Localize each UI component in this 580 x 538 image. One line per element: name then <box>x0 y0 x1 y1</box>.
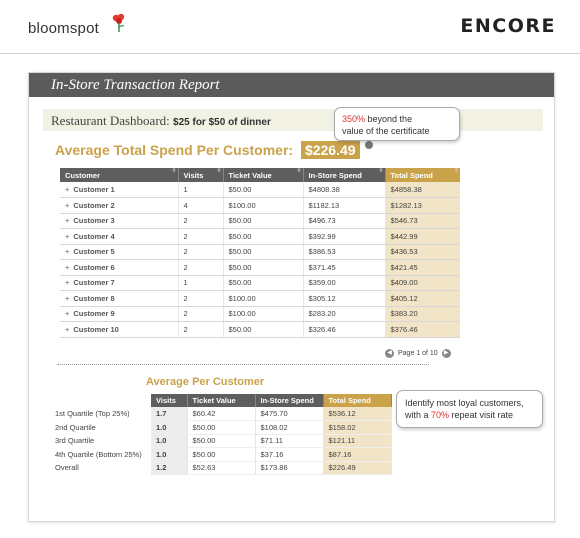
dashboard-bar <box>43 109 543 131</box>
customer-name: Customer 4 <box>73 231 115 241</box>
customer-name-cell <box>60 306 178 322</box>
average-table <box>51 394 392 475</box>
col-ticket-value[interactable]: Ticket Value ◊ <box>223 168 303 182</box>
table-cell: 2 <box>178 260 223 276</box>
table-row <box>51 461 391 475</box>
col-customer[interactable]: Customer ◊ <box>60 168 178 182</box>
table-cell: 1.7 <box>151 407 187 421</box>
col-blank <box>51 394 151 407</box>
expand-icon[interactable]: + <box>65 293 70 303</box>
table-cell: $436.53 <box>385 244 460 260</box>
table-row <box>51 407 391 421</box>
callout-bottom-suffix: repeat visit rate <box>449 410 514 420</box>
table-cell: 1 <box>178 182 223 198</box>
encore-logo[interactable]: ENCORE <box>460 15 556 37</box>
col-total-spend[interactable]: Total Spend ◊ <box>385 168 460 182</box>
expand-icon[interactable]: + <box>65 200 70 210</box>
table-cell: $50.00 <box>223 229 303 245</box>
table-row[interactable] <box>60 198 460 214</box>
table-cell: $100.00 <box>223 198 303 214</box>
customer-name-cell <box>60 213 178 229</box>
customer-name-cell <box>60 275 178 291</box>
page-indicator: Page 1 of 10 <box>398 350 438 357</box>
table-cell: $421.45 <box>385 260 460 276</box>
table-cell: $50.00 <box>187 421 255 435</box>
customer-name: Customer 3 <box>73 216 115 226</box>
col-avg-in-store-spend: In-Store Spend <box>255 394 323 407</box>
table-cell: $4858.38 <box>385 182 460 198</box>
table-cell: 2 <box>178 291 223 307</box>
table-cell: $305.12 <box>303 291 385 307</box>
table-cell: $496.73 <box>303 213 385 229</box>
table-cell: $100.00 <box>223 306 303 322</box>
average-per-customer-title: Average Per Customer <box>146 376 265 388</box>
customer-name-cell <box>60 291 178 307</box>
expand-icon[interactable]: + <box>65 231 70 241</box>
customer-name: Customer 8 <box>73 293 115 303</box>
table-cell: 1.0 <box>151 448 187 462</box>
table-cell: $442.99 <box>385 229 460 245</box>
customer-name-cell <box>60 244 178 260</box>
customer-name-cell <box>60 182 178 198</box>
table-cell: $475.70 <box>255 407 323 421</box>
table-cell: $359.00 <box>303 275 385 291</box>
table-cell: $409.00 <box>385 275 460 291</box>
divider <box>57 364 429 365</box>
table-cell: $50.00 <box>187 448 255 462</box>
table-cell: $37.16 <box>255 448 323 462</box>
table-cell: $50.00 <box>223 213 303 229</box>
col-avg-total-spend: Total Spend <box>323 394 391 407</box>
table-cell: $4808.38 <box>303 182 385 198</box>
help-icon[interactable] <box>365 141 373 149</box>
table-cell: $158.02 <box>323 421 391 435</box>
prev-page-button[interactable]: ◀ <box>385 349 394 358</box>
table-cell: $392.99 <box>303 229 385 245</box>
table-cell: 2 <box>178 322 223 338</box>
sort-icon[interactable]: ◊ <box>379 168 383 174</box>
table-cell: 2 <box>178 244 223 260</box>
table-cell: 1.0 <box>151 434 187 448</box>
table-cell: $71.11 <box>255 434 323 448</box>
expand-icon[interactable]: + <box>65 309 70 319</box>
bloomspot-logo-text: bloomspot <box>28 20 100 37</box>
customer-name: Customer 10 <box>73 324 119 334</box>
callout-top <box>334 107 460 141</box>
row-label: 2nd Quartile <box>55 422 96 432</box>
table-cell: $60.42 <box>187 407 255 421</box>
table-cell: $52.63 <box>187 461 255 475</box>
callout-top-highlight: 350% <box>342 114 366 124</box>
report-title: In-Store Transaction Report <box>29 73 554 97</box>
table-cell: $50.00 <box>223 244 303 260</box>
customer-name: Customer 9 <box>73 309 115 319</box>
customer-name-cell <box>60 198 178 214</box>
callout-top-line1: beyond the <box>365 114 413 124</box>
table-cell: 4 <box>178 198 223 214</box>
table-cell: $1282.13 <box>385 198 460 214</box>
table-cell: $50.00 <box>223 260 303 276</box>
table-cell: 2 <box>178 213 223 229</box>
col-visits[interactable]: Visits ◊ <box>178 168 223 182</box>
expand-icon[interactable]: + <box>65 247 70 257</box>
table-cell: $87.16 <box>323 448 391 462</box>
table-cell: 1.2 <box>151 461 187 475</box>
table-row[interactable] <box>60 291 460 307</box>
row-label: 3rd Quartile <box>55 436 95 446</box>
col-avg-visits: Visits <box>151 394 187 407</box>
table-row[interactable] <box>60 306 460 322</box>
table-cell: $383.20 <box>385 306 460 322</box>
table-cell: $386.53 <box>303 244 385 260</box>
average-total-value: $226.49 <box>301 141 360 159</box>
sort-icon[interactable]: ◊ <box>297 168 301 174</box>
dashboard-offer: $25 for $50 of dinner <box>173 117 271 128</box>
flower-icon <box>112 13 126 33</box>
table-cell: $121.11 <box>323 434 391 448</box>
table-cell: $173.86 <box>255 461 323 475</box>
top-bar <box>0 0 580 54</box>
customer-name: Customer 1 <box>73 185 115 194</box>
row-label: Overall <box>55 463 79 473</box>
table-cell: $50.00 <box>187 434 255 448</box>
table-cell: $546.73 <box>385 213 460 229</box>
table-cell: $376.46 <box>385 322 460 338</box>
table-cell: $226.49 <box>323 461 391 475</box>
callout-bottom-prefix: with a <box>405 410 432 420</box>
table-row[interactable] <box>60 229 460 245</box>
customer-name-cell <box>60 322 178 338</box>
table-cell: $50.00 <box>223 275 303 291</box>
table-cell: $405.12 <box>385 291 460 307</box>
row-label: 4th Quartile (Bottom 25%) <box>55 449 142 459</box>
table-cell: $536.12 <box>323 407 391 421</box>
callout-bottom-line1: Identify most loyal customers, <box>405 398 524 408</box>
expand-icon[interactable]: + <box>65 262 70 272</box>
callout-bottom-highlight: 70% <box>431 410 450 420</box>
table-cell: 1 <box>178 275 223 291</box>
average-total-spend <box>55 141 373 159</box>
callout-top-line2: value of the certificate <box>342 126 430 136</box>
table-row[interactable] <box>60 275 460 291</box>
next-page-button[interactable]: ▶ <box>442 349 451 358</box>
expand-icon[interactable]: + <box>65 185 70 194</box>
table-cell: $108.02 <box>255 421 323 435</box>
customer-name: Customer 5 <box>73 247 115 257</box>
pagination <box>385 349 451 358</box>
table-cell: $326.46 <box>303 322 385 338</box>
table-cell: 2 <box>178 229 223 245</box>
bloomspot-logo[interactable] <box>28 20 99 37</box>
table-row <box>51 421 391 435</box>
table-row <box>51 434 391 448</box>
table-row[interactable] <box>60 182 460 198</box>
customer-name-cell <box>60 229 178 245</box>
table-cell: $100.00 <box>223 291 303 307</box>
customer-name-cell <box>60 260 178 276</box>
sort-icon[interactable]: ◊ <box>455 168 458 174</box>
table-cell: 1.0 <box>151 421 187 435</box>
table-row <box>51 448 391 462</box>
table-cell: $371.45 <box>303 260 385 276</box>
customer-name: Customer 2 <box>73 200 115 210</box>
table-cell: $50.00 <box>223 322 303 338</box>
expand-icon[interactable]: + <box>65 324 70 334</box>
table-row[interactable] <box>60 322 460 338</box>
table-row[interactable] <box>60 260 460 276</box>
average-total-label: Average Total Spend Per Customer: <box>55 142 294 158</box>
sort-icon[interactable]: ◊ <box>217 168 221 174</box>
customer-name: Customer 6 <box>73 262 115 272</box>
table-cell: 2 <box>178 306 223 322</box>
table-row[interactable] <box>60 213 460 229</box>
col-in-store-spend[interactable]: In-Store Spend ◊ <box>303 168 385 182</box>
callout-bottom <box>396 390 543 428</box>
report-card <box>28 72 555 522</box>
dashboard-label: Restaurant Dashboard: <box>51 113 170 128</box>
sort-icon[interactable]: ◊ <box>172 168 176 174</box>
table-cell: $283.20 <box>303 306 385 322</box>
customers-table <box>60 168 460 338</box>
expand-icon[interactable]: + <box>65 278 70 288</box>
table-row[interactable] <box>60 244 460 260</box>
table-cell: $1182.13 <box>303 198 385 214</box>
expand-icon[interactable]: + <box>65 216 70 226</box>
row-label: 1st Quartile (Top 25%) <box>55 409 130 419</box>
customer-name: Customer 7 <box>73 278 115 288</box>
col-avg-ticket-value: Ticket Value <box>187 394 255 407</box>
table-cell: $50.00 <box>223 182 303 198</box>
